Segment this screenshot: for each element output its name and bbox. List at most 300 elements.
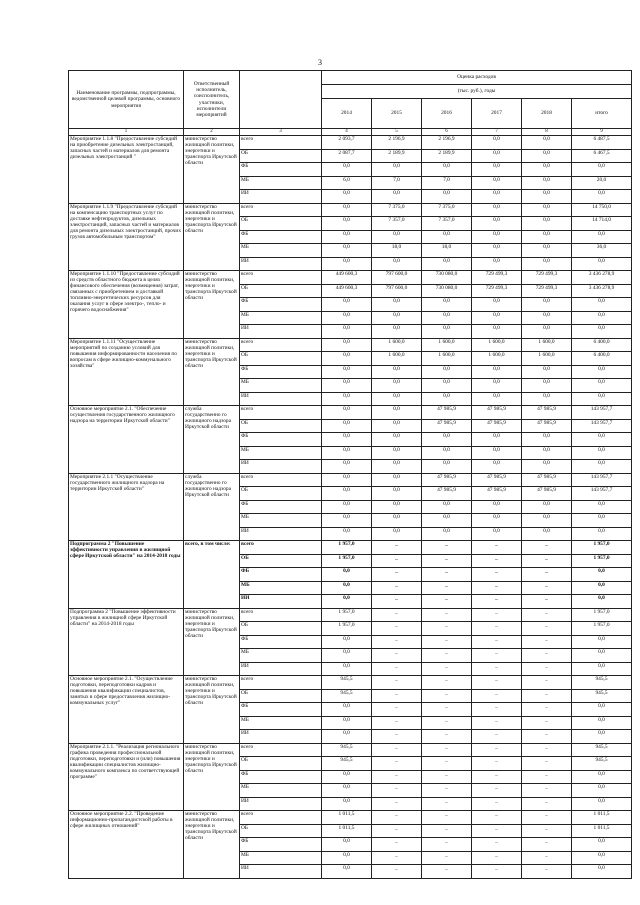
total-value: 0,0 xyxy=(572,514,632,528)
year-value: _ xyxy=(472,676,522,690)
total-value: 1 957,0 xyxy=(572,554,632,568)
year-value: _ xyxy=(522,649,572,663)
year-value: _ xyxy=(522,784,572,798)
total-value: 0,0 xyxy=(572,662,632,676)
total-value: 1 011,5 xyxy=(572,824,632,838)
year-value: 0,0 xyxy=(372,190,422,204)
funding-source: всего xyxy=(240,473,322,487)
year-value: _ xyxy=(372,649,422,663)
total-value: 0,0 xyxy=(572,500,632,514)
year-value: 0,0 xyxy=(522,325,572,339)
year-value: 47 985,9 xyxy=(522,419,572,433)
year-value: 0,0 xyxy=(522,527,572,541)
year-value: 0,0 xyxy=(522,136,572,150)
year-value: _ xyxy=(472,851,522,865)
year-value: 0,0 xyxy=(322,163,372,177)
year-value: _ xyxy=(422,811,472,825)
funding-source: ФБ xyxy=(240,703,322,717)
year-value: _ xyxy=(472,784,522,798)
total-value: 0,0 xyxy=(572,595,632,609)
year-value: 0,0 xyxy=(472,500,522,514)
year-value: _ xyxy=(372,824,422,838)
program-name: Мероприятие 1.1.10 "Предоставление субсидий из средств областного бюджета в целях финансового обеспечения (возмещения) затрат, связанных с приобретением и доставкой топливно-энергетических ресурсов для оказания услуг в сфере электро-, тепло- и горячего водоснабжения" xyxy=(69,271,184,339)
funding-source: ИИ xyxy=(240,190,322,204)
year-value: 0,0 xyxy=(322,473,372,487)
year-value: _ xyxy=(422,824,472,838)
funding-source: МБ xyxy=(240,446,322,460)
year-value: _ xyxy=(422,635,472,649)
executor: министерство жилищной политики, энергетики и транспорта Иркутской области xyxy=(184,203,240,271)
year-value: 0,0 xyxy=(472,136,522,150)
year-value: _ xyxy=(422,662,472,676)
year-value: 0,0 xyxy=(372,230,422,244)
executor: всего, в том числе: xyxy=(184,541,240,609)
funding-source: ФБ xyxy=(240,500,322,514)
page-number: 3 xyxy=(318,58,322,67)
year-value: 0,0 xyxy=(522,244,572,258)
year-value: 18,0 xyxy=(422,244,472,258)
year-value: 0,0 xyxy=(422,446,472,460)
year-value: _ xyxy=(372,703,422,717)
year-value: 47 985,9 xyxy=(522,487,572,501)
year-value: 1 600,0 xyxy=(472,352,522,366)
table-row xyxy=(69,406,632,420)
year-value: _ xyxy=(422,689,472,703)
year-value: 0,0 xyxy=(372,406,422,420)
year-value: 47 985,9 xyxy=(472,406,522,420)
year-value: 945,5 xyxy=(322,689,372,703)
year-value: 47 985,9 xyxy=(472,473,522,487)
year-value: 6,0 xyxy=(322,176,372,190)
funding-source: МБ xyxy=(240,379,322,393)
year-value: _ xyxy=(522,797,572,811)
header-year: итого xyxy=(572,99,632,129)
year-value: 0,0 xyxy=(522,392,572,406)
column-number: 2 xyxy=(184,129,240,136)
year-value: _ xyxy=(522,770,572,784)
year-value: 47 985,9 xyxy=(422,419,472,433)
year-value: 0,0 xyxy=(522,217,572,231)
year-value: 0,0 xyxy=(372,365,422,379)
total-value: 0,0 xyxy=(572,325,632,339)
funding-source: МБ xyxy=(240,244,322,258)
table-row xyxy=(69,541,632,555)
year-value: 0,0 xyxy=(472,325,522,339)
executor: министерство жилищной политики, энергетики и транспорта Иркутской области xyxy=(184,676,240,744)
year-value: 0,0 xyxy=(322,419,372,433)
column-number: 6 xyxy=(422,129,472,136)
total-value: 20,0 xyxy=(572,176,632,190)
total-value: 0,0 xyxy=(572,838,632,852)
year-value: _ xyxy=(522,595,572,609)
table-row xyxy=(69,676,632,690)
year-value: _ xyxy=(522,689,572,703)
year-value: _ xyxy=(372,568,422,582)
year-value: _ xyxy=(422,757,472,771)
funding-source: МБ xyxy=(240,716,322,730)
header-year: 2014 xyxy=(322,99,372,129)
funding-source: всего xyxy=(240,136,322,150)
year-value: 0,0 xyxy=(472,446,522,460)
year-value: 0,0 xyxy=(522,379,572,393)
total-value: 945,5 xyxy=(572,689,632,703)
total-value: 143 957,7 xyxy=(572,473,632,487)
year-value: 0,0 xyxy=(522,500,572,514)
year-value: _ xyxy=(422,730,472,744)
executor: министерство жилищной политики, энергетики и транспорта Иркутской области xyxy=(184,743,240,811)
year-value: 0,0 xyxy=(322,784,372,798)
year-value: _ xyxy=(522,662,572,676)
year-value: _ xyxy=(472,581,522,595)
funding-source: ИИ xyxy=(240,797,322,811)
year-value: 1 957,0 xyxy=(322,608,372,622)
year-value: 0,0 xyxy=(422,379,472,393)
total-value: 6 467,5 xyxy=(572,149,632,163)
funding-source: всего xyxy=(240,541,322,555)
funding-source: МБ xyxy=(240,581,322,595)
executor: министерство жилищной политики, энергетики и транспорта Иркутской области xyxy=(184,608,240,676)
year-value: _ xyxy=(472,635,522,649)
year-value: 0,0 xyxy=(472,392,522,406)
year-value: 7,0 xyxy=(372,176,422,190)
year-value: 0,0 xyxy=(422,325,472,339)
year-value: 0,0 xyxy=(322,662,372,676)
year-value: 0,0 xyxy=(322,797,372,811)
total-value: 0,0 xyxy=(572,230,632,244)
funding-source: ОБ xyxy=(240,149,322,163)
year-value: _ xyxy=(372,581,422,595)
year-value: 47 985,9 xyxy=(472,419,522,433)
year-value: 0,0 xyxy=(372,460,422,474)
year-value: 1 957,0 xyxy=(322,622,372,636)
year-value: 0,0 xyxy=(372,514,422,528)
total-value: 0,0 xyxy=(572,460,632,474)
year-value: _ xyxy=(522,676,572,690)
year-value: 0,0 xyxy=(422,365,472,379)
table-row xyxy=(69,473,632,487)
year-value: 0,0 xyxy=(322,244,372,258)
year-value: _ xyxy=(372,608,422,622)
funding-source: ОБ xyxy=(240,757,322,771)
funding-source: всего xyxy=(240,811,322,825)
total-value: 6 400,0 xyxy=(572,352,632,366)
year-value: 0,0 xyxy=(372,325,422,339)
year-value: 1 600,0 xyxy=(372,352,422,366)
year-value: 0,0 xyxy=(472,298,522,312)
year-value: _ xyxy=(472,622,522,636)
year-value: _ xyxy=(372,851,422,865)
year-value: _ xyxy=(372,865,422,879)
program-name: Мероприятие 1.1.9 "Предоставление субсидий на компенсацию транспортных услуг по доставке нефтепродуктов, дизельных электростанций, запасных частей и материалов для ремонта дизельных электростанций, прочих грузов автомобильным транспортом" xyxy=(69,203,184,271)
year-value: 0,0 xyxy=(372,392,422,406)
funding-source: всего xyxy=(240,203,322,217)
total-value: 0,0 xyxy=(572,527,632,541)
year-value: 0,0 xyxy=(522,203,572,217)
year-value: _ xyxy=(522,838,572,852)
funding-source: ФБ xyxy=(240,838,322,852)
year-value: 0,0 xyxy=(322,500,372,514)
total-value: 143 957,7 xyxy=(572,406,632,420)
table-row xyxy=(69,811,632,825)
year-value: 7 357,0 xyxy=(422,217,472,231)
table-row xyxy=(69,743,632,757)
year-value: _ xyxy=(522,811,572,825)
year-value: 449 600,3 xyxy=(322,271,372,285)
funding-source: всего xyxy=(240,743,322,757)
funding-source: ОБ xyxy=(240,689,322,703)
executor: министерство жилищной политики, энергетики и транспорта Иркутской области xyxy=(184,811,240,879)
funding-source: ФБ xyxy=(240,770,322,784)
year-value: 1 957,0 xyxy=(322,541,372,555)
year-value: 0,0 xyxy=(522,446,572,460)
program-name: Мероприятие 1.1.8 "Предоставление субсидий на приобретение дизельных электростанций, запасных частей и материалов для ремонта дизельных электростанций " xyxy=(69,136,184,204)
year-value: 797 600,0 xyxy=(372,271,422,285)
year-value: 0,0 xyxy=(372,433,422,447)
funding-source: ИИ xyxy=(240,730,322,744)
table-row xyxy=(69,608,632,622)
year-value: _ xyxy=(472,608,522,622)
year-value: 945,5 xyxy=(322,676,372,690)
total-value: 0,0 xyxy=(572,581,632,595)
funding-source: ФБ xyxy=(240,568,322,582)
year-value: 0,0 xyxy=(472,433,522,447)
year-value: 47 985,9 xyxy=(522,473,572,487)
column-number: 8 xyxy=(522,129,572,136)
total-value: 1 957,0 xyxy=(572,541,632,555)
year-value: _ xyxy=(522,703,572,717)
year-value: 0,0 xyxy=(322,581,372,595)
funding-source: ИИ xyxy=(240,595,322,609)
total-value: 945,5 xyxy=(572,757,632,771)
year-value: 47 985,9 xyxy=(422,473,472,487)
year-value: _ xyxy=(422,838,472,852)
year-value: 0,0 xyxy=(472,365,522,379)
year-value: _ xyxy=(472,730,522,744)
year-value: 0,0 xyxy=(472,460,522,474)
total-value: 143 957,7 xyxy=(572,487,632,501)
total-value: 0,0 xyxy=(572,392,632,406)
year-value: 0,0 xyxy=(322,703,372,717)
year-value: _ xyxy=(422,595,472,609)
year-value: 0,0 xyxy=(322,203,372,217)
funding-source: всего xyxy=(240,271,322,285)
total-value: 0,0 xyxy=(572,257,632,271)
year-value: 0,0 xyxy=(322,230,372,244)
year-value: 0,0 xyxy=(472,244,522,258)
funding-source: ОБ xyxy=(240,217,322,231)
total-value: 143 957,7 xyxy=(572,419,632,433)
year-value: 0,0 xyxy=(322,338,372,352)
year-value: _ xyxy=(372,743,422,757)
year-value: 0,0 xyxy=(372,257,422,271)
year-value: 0,0 xyxy=(322,865,372,879)
year-value: 0,0 xyxy=(372,487,422,501)
year-value: 797 600,0 xyxy=(372,284,422,298)
executor: служба государственно го жилищного надзора Иркутской области xyxy=(184,406,240,474)
column-number: 3 xyxy=(240,129,322,136)
total-value: 0,0 xyxy=(572,635,632,649)
year-value: _ xyxy=(522,541,572,555)
year-value: 0,0 xyxy=(422,527,472,541)
year-value: 0,0 xyxy=(322,298,372,312)
year-value: _ xyxy=(422,676,472,690)
year-value: 0,0 xyxy=(522,190,572,204)
total-value: 14 714,0 xyxy=(572,217,632,231)
year-value: 0,0 xyxy=(422,392,472,406)
executor: министерство жилищной политики, энергетики и транспорта Иркутской области xyxy=(184,136,240,204)
program-name: Подпрограмма 2 "Повышение эффективности управления в жилищной сфере Иркутской области" на 2014-2018 годы xyxy=(69,541,184,609)
year-value: 0,0 xyxy=(322,595,372,609)
program-name: Мероприятие 2.1.1. "Реализация регионального графика проведения профессиональной подготовки, переподготовки и (или) повышения квалификации специалистов жилищно-коммунального комплекса по соответствующей программе" xyxy=(69,743,184,811)
year-value: 0,0 xyxy=(372,446,422,460)
year-value: _ xyxy=(522,554,572,568)
year-value: 0,0 xyxy=(472,149,522,163)
funding-source: МБ xyxy=(240,514,322,528)
year-value: _ xyxy=(522,865,572,879)
funding-source: ФБ xyxy=(240,298,322,312)
year-value: _ xyxy=(472,797,522,811)
year-value: 0,0 xyxy=(322,527,372,541)
year-value: 1 957,0 xyxy=(322,554,372,568)
total-value: 3 436 278,9 xyxy=(572,271,632,285)
year-value: 0,0 xyxy=(322,392,372,406)
year-value: 0,0 xyxy=(322,487,372,501)
year-value: _ xyxy=(372,676,422,690)
year-value: 0,0 xyxy=(372,500,422,514)
year-value: 729 499,3 xyxy=(522,284,572,298)
year-value: _ xyxy=(372,784,422,798)
year-value: 0,0 xyxy=(472,217,522,231)
year-value: _ xyxy=(422,622,472,636)
year-value: 47 985,9 xyxy=(522,406,572,420)
total-value: 36,0 xyxy=(572,244,632,258)
year-value: _ xyxy=(372,595,422,609)
funding-source: ОБ xyxy=(240,352,322,366)
total-value: 0,0 xyxy=(572,784,632,798)
year-value: 0,0 xyxy=(322,446,372,460)
funding-source: ОБ xyxy=(240,824,322,838)
year-value: _ xyxy=(472,770,522,784)
funding-source: ОБ xyxy=(240,622,322,636)
total-value: 6 400,0 xyxy=(572,338,632,352)
year-value: 0,0 xyxy=(322,433,372,447)
total-value: 0,0 xyxy=(572,365,632,379)
funding-source: ФБ xyxy=(240,230,322,244)
year-value: _ xyxy=(372,838,422,852)
total-value: 0,0 xyxy=(572,433,632,447)
year-value: 18,0 xyxy=(372,244,422,258)
funding-source: ФБ xyxy=(240,163,322,177)
year-value: 0,0 xyxy=(372,311,422,325)
funding-source: ИИ xyxy=(240,392,322,406)
funding-source: ИИ xyxy=(240,460,322,474)
year-value: 0,0 xyxy=(472,176,522,190)
year-value: 0,0 xyxy=(322,730,372,744)
year-value: _ xyxy=(372,716,422,730)
year-value: _ xyxy=(372,689,422,703)
year-value: 1 011,5 xyxy=(322,824,372,838)
year-value: 0,0 xyxy=(322,635,372,649)
year-value: 1 600,0 xyxy=(472,338,522,352)
year-value: 0,0 xyxy=(522,460,572,474)
year-value: 449 600,3 xyxy=(322,284,372,298)
executor: министерство жилищной политики, энергетики и транспорта Иркутской области xyxy=(184,271,240,339)
year-value: 0,0 xyxy=(422,163,472,177)
column-number: 4 xyxy=(322,129,372,136)
program-name: Мероприятие 1.1.11 "Осуществление мероприятий по созданию условий для повышения информированности населения по вопросам в сфере жилищно-коммунального хозяйства" xyxy=(69,338,184,406)
year-value: 1 011,5 xyxy=(322,811,372,825)
year-value: _ xyxy=(472,716,522,730)
year-value: 0,0 xyxy=(522,311,572,325)
funding-source: ИИ xyxy=(240,527,322,541)
year-value: 0,0 xyxy=(372,419,422,433)
year-value: _ xyxy=(422,784,472,798)
header-year: 2017 xyxy=(472,99,522,129)
year-value: _ xyxy=(372,757,422,771)
header-year: 2016 xyxy=(422,99,472,129)
year-value: 7,0 xyxy=(422,176,472,190)
year-value: _ xyxy=(372,554,422,568)
total-value: 0,0 xyxy=(572,770,632,784)
header-executor: Ответственный исполнитель, соисполнитель, участники, исполнители мероприятий xyxy=(184,71,240,129)
year-value: _ xyxy=(422,554,472,568)
funding-source: всего xyxy=(240,676,322,690)
year-value: 47 985,9 xyxy=(422,487,472,501)
year-value: 2 196,9 xyxy=(372,136,422,150)
year-value: 0,0 xyxy=(322,649,372,663)
header-cost-title: Оценка расходов xyxy=(322,71,632,85)
total-value: 6 487,5 xyxy=(572,136,632,150)
year-value: _ xyxy=(422,851,472,865)
year-value: 0,0 xyxy=(422,433,472,447)
year-value: 0,0 xyxy=(322,217,372,231)
year-value: _ xyxy=(472,595,522,609)
year-value: 1 600,0 xyxy=(372,338,422,352)
year-value: 945,5 xyxy=(322,757,372,771)
year-value: 0,0 xyxy=(322,770,372,784)
total-value: 0,0 xyxy=(572,703,632,717)
year-value: 0,0 xyxy=(372,298,422,312)
year-value: 0,0 xyxy=(472,514,522,528)
year-value: 0,0 xyxy=(472,190,522,204)
year-value: 2 189,9 xyxy=(372,149,422,163)
year-value: 0,0 xyxy=(422,190,472,204)
year-value: 0,0 xyxy=(372,163,422,177)
year-value: 0,0 xyxy=(322,257,372,271)
year-value: _ xyxy=(422,568,472,582)
year-value: 0,0 xyxy=(472,257,522,271)
year-value: _ xyxy=(522,581,572,595)
year-value: _ xyxy=(422,865,472,879)
year-value: _ xyxy=(522,622,572,636)
header-program-name: Наименование программы, подпрограммы, ведомственной целевой программы, основного мероприятия xyxy=(69,71,184,129)
total-value: 1 011,5 xyxy=(572,811,632,825)
year-value: 1 600,0 xyxy=(522,352,572,366)
year-value: _ xyxy=(422,770,472,784)
year-value: 0,0 xyxy=(422,311,472,325)
year-value: 0,0 xyxy=(522,433,572,447)
total-value: 0,0 xyxy=(572,163,632,177)
table-row xyxy=(69,338,632,352)
year-value: 1 600,0 xyxy=(422,352,472,366)
year-value: _ xyxy=(522,716,572,730)
program-name: Основное мероприятие 2.1. "Обеспечение осуществления государственного жилищного надзора на территории Иркутской области" xyxy=(69,406,184,474)
year-value: _ xyxy=(522,743,572,757)
year-value: 1 600,0 xyxy=(422,338,472,352)
year-value: 7 375,0 xyxy=(372,203,422,217)
program-name: Мероприятие 2.1.1 "Осуществление государственного жилищного надзора на территории Иркутской области" xyxy=(69,473,184,541)
year-value: 0,0 xyxy=(322,325,372,339)
